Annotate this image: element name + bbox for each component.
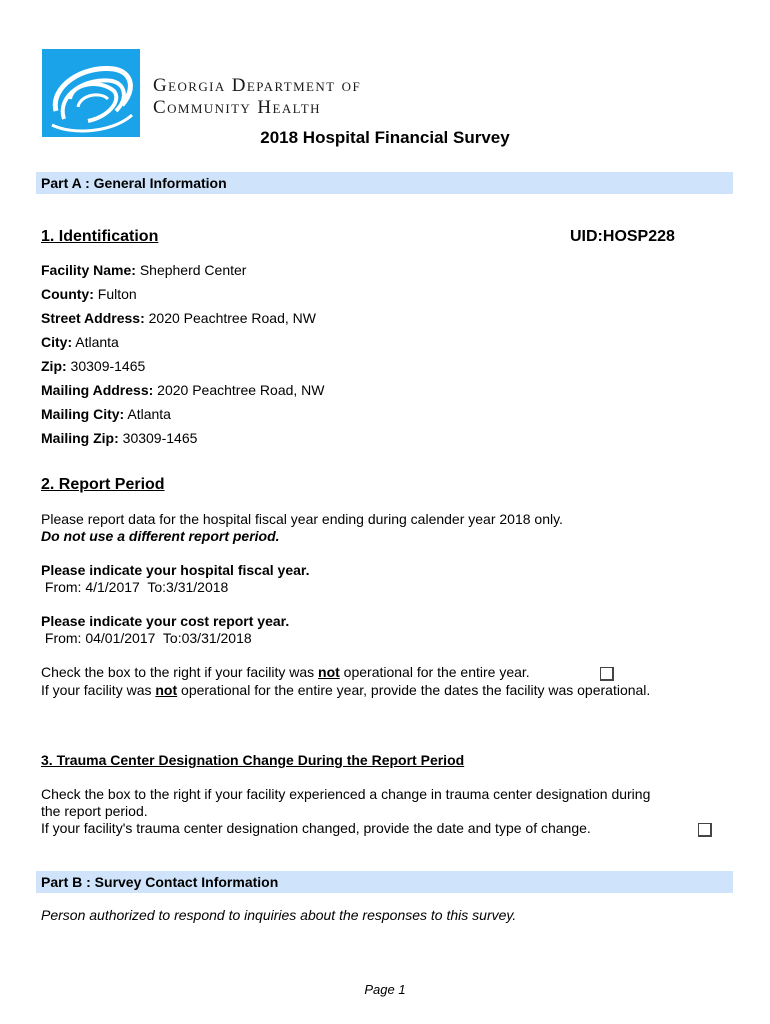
field-county <box>41 286 137 302</box>
field-value: 2020 Peachtree Road, NW <box>148 310 316 326</box>
cost-report-value: From: 04/01/2017 To:03/31/2018 <box>41 630 252 646</box>
field-value: Shepherd Center <box>139 262 247 278</box>
field-label: Street Address: <box>41 310 145 326</box>
field-label: Mailing Zip: <box>41 430 119 446</box>
not-operational-check-pre: Check the box to the right if your facility was <box>41 664 319 680</box>
trauma-change-checkbox[interactable] <box>698 823 712 837</box>
report-period-warning: Do not use a different report period. <box>41 528 280 544</box>
field-value: Atlanta <box>75 334 119 350</box>
survey-title: 2018 Hospital Financial Survey <box>260 128 510 147</box>
field-label: Zip: <box>41 358 67 374</box>
fiscal-year-prompt: Please indicate your hospital fiscal year. <box>41 562 310 578</box>
trauma-line1: Check the box to the right if your facility experienced a change in trauma center designation during <box>41 786 651 802</box>
uid-value: UID:HOSP228 <box>570 228 675 245</box>
org-name-line2: Community Health <box>153 97 321 118</box>
not-emphasis: not <box>318 664 340 680</box>
fiscal-year-value: From: 4/1/2017 To:3/31/2018 <box>41 579 229 595</box>
field-label: Mailing Address: <box>41 382 154 398</box>
page-number: Page 1 <box>364 982 406 997</box>
field-label: Facility Name: <box>41 262 136 278</box>
part-b-header: Part B : Survey Contact Information <box>36 871 733 893</box>
cost-report-prompt: Please indicate your cost report year. <box>41 613 290 629</box>
report-period-instruction: Please report data for the hospital fiscal year ending during calender year 2018 only. <box>41 511 563 527</box>
field-value: Atlanta <box>127 406 171 422</box>
identification-heading: 1. Identification <box>41 228 159 245</box>
not-operational-dates-pre: If your facility was <box>41 682 156 698</box>
trauma-heading: 3. Trauma Center Designation Change During the Report Period <box>41 752 465 768</box>
part-a-header: Part A : General Information <box>36 172 733 194</box>
dch-logo <box>42 49 140 137</box>
not-operational-check-post: operational for the entire year. <box>339 664 530 680</box>
field-street-address <box>41 310 316 326</box>
not-operational-dates-post: operational for the entire year, provide the dates the facility was operational. <box>177 682 651 698</box>
field-value: Fulton <box>97 286 137 302</box>
dch-logo-mark <box>42 49 140 137</box>
field-label: County: <box>41 286 94 302</box>
organization-name <box>153 75 361 119</box>
trauma-line3: If your facility's trauma center designation changed, provide the date and type of change. <box>41 820 591 836</box>
not-operational-checkbox[interactable] <box>600 667 614 681</box>
field-mailing-address <box>41 382 325 398</box>
field-value: 30309-1465 <box>70 358 146 374</box>
field-value: 2020 Peachtree Road, NW <box>157 382 325 398</box>
field-facility-name <box>41 262 246 278</box>
field-label: City: <box>41 334 73 350</box>
field-value: 30309-1465 <box>122 430 198 446</box>
field-mailing-zip <box>41 430 197 446</box>
trauma-line2: the report period. <box>41 803 148 819</box>
not-operational-dates-text <box>41 682 650 698</box>
report-period-heading: 2. Report Period <box>41 476 165 493</box>
field-mailing-city <box>41 406 171 422</box>
org-name-line1: Georgia Department of <box>153 75 362 96</box>
field-city <box>41 334 119 350</box>
not-operational-check-text <box>41 664 530 680</box>
not-emphasis: not <box>155 682 178 698</box>
field-label: Mailing City: <box>41 406 125 422</box>
contact-note: Person authorized to respond to inquiries about the responses to this survey. <box>41 907 517 923</box>
field-zip <box>41 358 145 374</box>
